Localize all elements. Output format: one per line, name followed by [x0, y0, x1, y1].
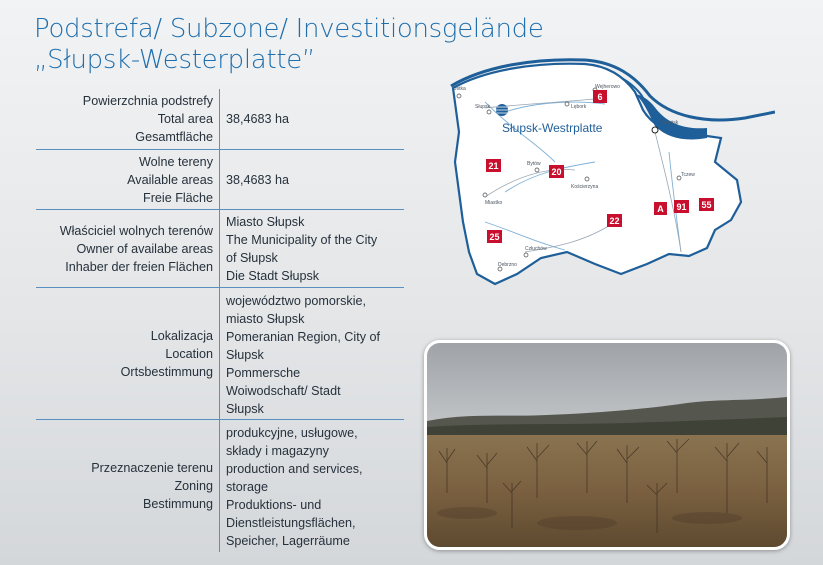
route-badge-label: 21	[488, 161, 499, 171]
label-line: Gesamtfläche	[135, 130, 213, 144]
label-line: Bestimmung	[143, 497, 213, 511]
label-line: Freie Fläche	[143, 190, 213, 205]
zone-label: Słupsk-Westrplatte	[502, 121, 603, 135]
route-badge-label: A	[657, 204, 664, 214]
site-photo-image	[427, 343, 787, 547]
route-badge-label: 6	[597, 92, 603, 102]
label-line: Owner of availabe areas	[76, 241, 213, 256]
title-line-1: Podstrefa/ Subzone/ Investitionsgelände	[34, 14, 544, 44]
label-line: Wolne tereny	[139, 154, 213, 169]
label-line: Powierzchnia podstrefy	[82, 94, 213, 108]
label-line: Available areas	[127, 172, 213, 187]
town-label: Bytów	[527, 161, 541, 167]
route-badge-label: 55	[701, 200, 712, 210]
value-line: Słupsk	[226, 348, 264, 362]
label-line: Location	[165, 346, 213, 361]
route-badge-label: 25	[489, 232, 500, 242]
row-label	[36, 420, 219, 552]
town-label: Gdańsk	[661, 120, 679, 126]
value-line: Pommersche	[226, 366, 301, 380]
town-label: Ustka	[453, 86, 466, 92]
value-line: Pomeranian Region, City of	[226, 330, 381, 344]
table-row	[36, 210, 404, 288]
town-label: Tczew	[681, 172, 695, 178]
row-label	[36, 150, 219, 209]
row-label	[36, 288, 219, 419]
row-value	[219, 89, 404, 149]
town-label: Kościerzyna	[571, 184, 599, 190]
route-badge-label: 91	[676, 202, 687, 212]
value-line: 38,4683 ha	[226, 172, 290, 187]
value-line: of Słupsk	[226, 250, 278, 265]
town-label: Miastko	[485, 200, 503, 206]
value-line: województwo pomorskie,	[226, 294, 366, 308]
map-svg	[445, 52, 775, 292]
town-label: Słupsk	[475, 104, 491, 110]
table-row	[36, 150, 404, 210]
site-photo	[424, 340, 790, 550]
label-line: Total area	[157, 112, 213, 126]
value-line: Speicher, Lagerräume	[226, 534, 350, 548]
info-table	[36, 89, 404, 552]
value-line: Dienstleistungsflächen,	[226, 516, 356, 530]
route-badge-label: 22	[609, 216, 620, 226]
label-line: Ortsbestimmung	[120, 364, 213, 379]
value-line: The Municipality of the City	[226, 232, 378, 247]
value-line: miasto Słupsk	[226, 312, 305, 326]
route-badge-label: 20	[551, 167, 562, 177]
value-line: Produktions- und	[226, 498, 322, 512]
town-label: Człuchów	[525, 246, 547, 252]
value-line: Woiwodschaft/ Stadt	[226, 384, 341, 398]
row-label	[36, 210, 219, 287]
value-line: Miasto Słupsk	[226, 214, 305, 229]
row-value	[219, 288, 404, 419]
table-row	[36, 420, 404, 552]
table-row	[36, 288, 404, 420]
label-line: Lokalizacja	[150, 328, 213, 343]
title-line-2: „Słupsk-Westerplatte”	[34, 45, 316, 75]
label-line: Właściciel wolnych terenów	[59, 223, 213, 238]
town-label: Lębork	[571, 104, 587, 110]
value-line: 38,4683 ha	[226, 112, 290, 126]
value-line: produkcyjne, usługowe,	[226, 426, 358, 440]
row-value	[219, 420, 404, 552]
region-map	[445, 52, 775, 292]
row-value	[219, 150, 404, 209]
value-line: składy i magazyny	[226, 444, 329, 458]
label-line: Przeznaczenie terenu	[91, 461, 213, 475]
value-line: production and services,	[226, 462, 363, 476]
town-label: Debrzno	[498, 262, 517, 268]
town-label: Wejherowo	[595, 84, 620, 90]
value-line: Słupsk	[226, 402, 264, 416]
label-line: Zoning	[174, 479, 213, 493]
label-line: Inhaber der freien Flächen	[65, 259, 213, 274]
value-line: Die Stadt Słupsk	[226, 268, 320, 283]
row-value	[219, 210, 404, 287]
row-label	[36, 89, 219, 149]
table-row	[36, 89, 404, 150]
value-line: storage	[226, 480, 269, 494]
